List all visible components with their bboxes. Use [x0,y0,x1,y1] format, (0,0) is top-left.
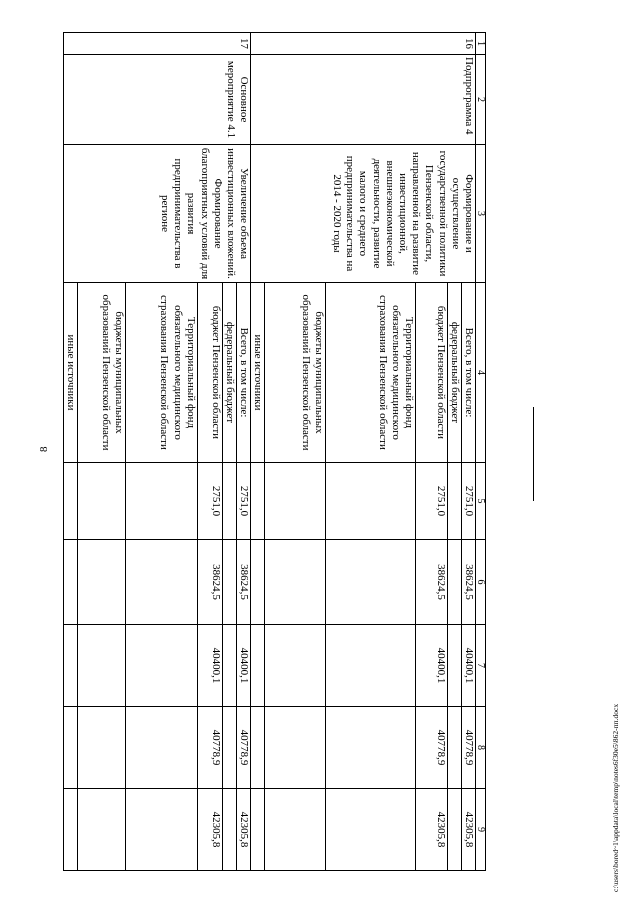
program-description: Увеличение объема инвестиционных вложений. Формирование благоприятных условий для развития предпринимательства в регионе [64,145,251,283]
value-cell [326,789,416,871]
value-cell [326,463,416,540]
source-label: бюджеты муниципальных образований Пензенской области [78,283,126,463]
column-header: 1 [476,33,486,55]
source-label: бюджет Пензенской области [416,283,447,463]
value-cell [222,540,236,625]
row-number: 16 [251,33,476,55]
value-cell: 38624,5 [237,540,251,625]
source-label: федеральный бюджет [447,283,461,463]
value-cell: 42305,8 [197,789,222,871]
value-cell: 38624,5 [416,540,447,625]
program-name: Основное мероприятие 4.1 [64,55,251,145]
value-cell [126,789,197,871]
value-cell [265,789,326,871]
value-cell [126,540,197,625]
column-header: 9 [476,789,486,871]
value-cell [265,707,326,789]
budget-table [63,32,486,871]
column-header: 7 [476,625,486,707]
row-number: 17 [64,33,251,55]
value-cell [222,463,236,540]
column-header: 2 [476,55,486,145]
value-cell [447,463,461,540]
value-cell [251,463,265,540]
value-cell: 40778,9 [461,707,475,789]
value-cell: 42305,8 [461,789,475,871]
value-cell [126,463,197,540]
footer-file-path: c:\users\bored~1\appdata\local\temp\notes6f30e5\862-пп.docx [611,703,620,892]
page-number: 8 [38,446,50,452]
source-label: иные источники [251,283,265,463]
value-cell [78,707,126,789]
value-cell: 40400,1 [461,625,475,707]
value-cell: 38624,5 [461,540,475,625]
program-name: Подпрограмма 4 [251,55,476,145]
value-cell [265,625,326,707]
column-header: 5 [476,463,486,540]
value-cell [251,540,265,625]
value-cell [326,625,416,707]
value-cell [64,540,78,625]
value-cell [326,707,416,789]
value-cell [64,789,78,871]
column-header: 6 [476,540,486,625]
value-cell [78,625,126,707]
value-cell [251,707,265,789]
value-cell [447,789,461,871]
source-label: бюджеты муниципальных образований Пензенской области [265,283,326,463]
column-header: 3 [476,145,486,283]
value-cell: 42305,8 [237,789,251,871]
source-label: федеральный бюджет [222,283,236,463]
column-number-row [476,33,486,871]
source-label: Всего, в том числе: [237,283,251,463]
source-label: Всего, в том числе: [461,283,475,463]
table-row [461,33,475,871]
column-header: 8 [476,707,486,789]
value-cell [78,463,126,540]
value-cell: 42305,8 [416,789,447,871]
value-cell [64,625,78,707]
program-description: Формирование и осуществление государственной политики Пензенской области, направленной на развитие инвестиционной, внешнеэкономической деятельности, развитие малого и среднего предпринимательства на 2014 - 2020 годы [251,145,476,283]
value-cell [251,625,265,707]
value-cell: 2751,0 [237,463,251,540]
value-cell [64,707,78,789]
value-cell: 40400,1 [237,625,251,707]
value-cell [222,707,236,789]
value-cell [78,540,126,625]
source-label: иные источники [64,283,78,463]
source-label: бюджет Пензенской области [197,283,222,463]
rotated-table-container [63,32,486,870]
value-cell: 40778,9 [197,707,222,789]
table-row [237,33,251,871]
value-cell: 2751,0 [197,463,222,540]
value-cell [251,789,265,871]
value-cell: 40778,9 [237,707,251,789]
value-cell [447,707,461,789]
source-label: Территориальный фонд обязательного медицинского страхования Пензенской области [126,283,197,463]
value-cell: 40778,9 [416,707,447,789]
value-cell [326,540,416,625]
footnote-divider [533,407,534,501]
value-cell [447,625,461,707]
value-cell: 2751,0 [461,463,475,540]
value-cell [265,540,326,625]
value-cell: 40400,1 [416,625,447,707]
value-cell [222,625,236,707]
value-cell: 40400,1 [197,625,222,707]
value-cell [126,707,197,789]
value-cell [126,625,197,707]
value-cell [447,540,461,625]
value-cell: 2751,0 [416,463,447,540]
value-cell: 38624,5 [197,540,222,625]
source-label: Территориальный фонд обязательного медицинского страхования Пензенской области [326,283,416,463]
value-cell [64,463,78,540]
value-cell [78,789,126,871]
value-cell [222,789,236,871]
value-cell [265,463,326,540]
column-header: 4 [476,283,486,463]
